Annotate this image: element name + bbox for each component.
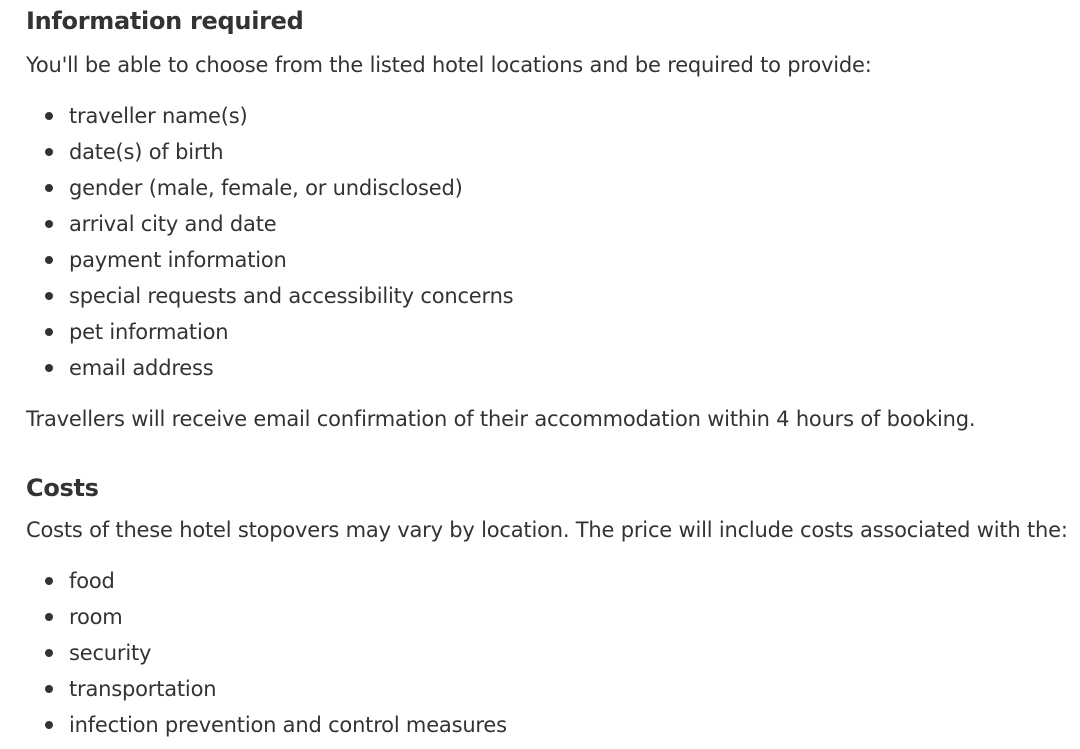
bullet-icon bbox=[45, 112, 53, 120]
bullet-icon bbox=[45, 148, 53, 156]
confirmation-note: Travellers will receive email confirmation of their accommodation within 4 hours of booking. bbox=[26, 407, 976, 431]
section-heading-information-required: Information required bbox=[26, 7, 304, 35]
list-item-text: payment information bbox=[69, 248, 287, 272]
bullet-icon bbox=[45, 613, 53, 621]
list-item bbox=[26, 170, 1080, 206]
costs-intro: Costs of these hotel stopovers may vary by location. The price will include costs associated with the: bbox=[26, 518, 1068, 542]
costs-list bbox=[26, 563, 1080, 743]
section-heading-costs: Costs bbox=[26, 474, 99, 502]
information-required-section bbox=[26, 0, 1080, 434]
list-item bbox=[26, 563, 1080, 599]
list-item-text: gender (male, female, or undisclosed) bbox=[69, 176, 463, 200]
list-item-text: pet information bbox=[69, 320, 229, 344]
bullet-icon bbox=[45, 649, 53, 657]
list-item bbox=[26, 671, 1080, 707]
list-item bbox=[26, 242, 1080, 278]
bullet-icon bbox=[45, 364, 53, 372]
list-item bbox=[26, 350, 1080, 386]
list-item-text: date(s) of birth bbox=[69, 140, 224, 164]
list-item-text: infection prevention and control measures bbox=[69, 713, 507, 737]
list-item bbox=[26, 635, 1080, 671]
list-item bbox=[26, 707, 1080, 743]
list-item-text: security bbox=[69, 641, 152, 665]
list-item bbox=[26, 134, 1080, 170]
list-item-text: arrival city and date bbox=[69, 212, 277, 236]
list-item bbox=[26, 278, 1080, 314]
list-item-text: transportation bbox=[69, 677, 217, 701]
list-item bbox=[26, 98, 1080, 134]
bullet-icon bbox=[45, 256, 53, 264]
list-item bbox=[26, 206, 1080, 242]
bullet-icon bbox=[45, 328, 53, 336]
bullet-icon bbox=[45, 292, 53, 300]
list-item-text: food bbox=[69, 569, 115, 593]
costs-section bbox=[26, 470, 1080, 743]
information-required-intro: You'll be able to choose from the listed hotel locations and be required to provide: bbox=[26, 53, 872, 77]
bullet-icon bbox=[45, 184, 53, 192]
list-item-text: special requests and accessibility concerns bbox=[69, 284, 514, 308]
bullet-icon bbox=[45, 220, 53, 228]
list-item-text: traveller name(s) bbox=[69, 104, 248, 128]
bullet-icon bbox=[45, 721, 53, 729]
list-item-text: email address bbox=[69, 356, 214, 380]
bullet-icon bbox=[45, 577, 53, 585]
list-item bbox=[26, 314, 1080, 350]
required-information-list bbox=[26, 98, 1080, 386]
bullet-icon bbox=[45, 685, 53, 693]
list-item bbox=[26, 599, 1080, 635]
list-item-text: room bbox=[69, 605, 123, 629]
